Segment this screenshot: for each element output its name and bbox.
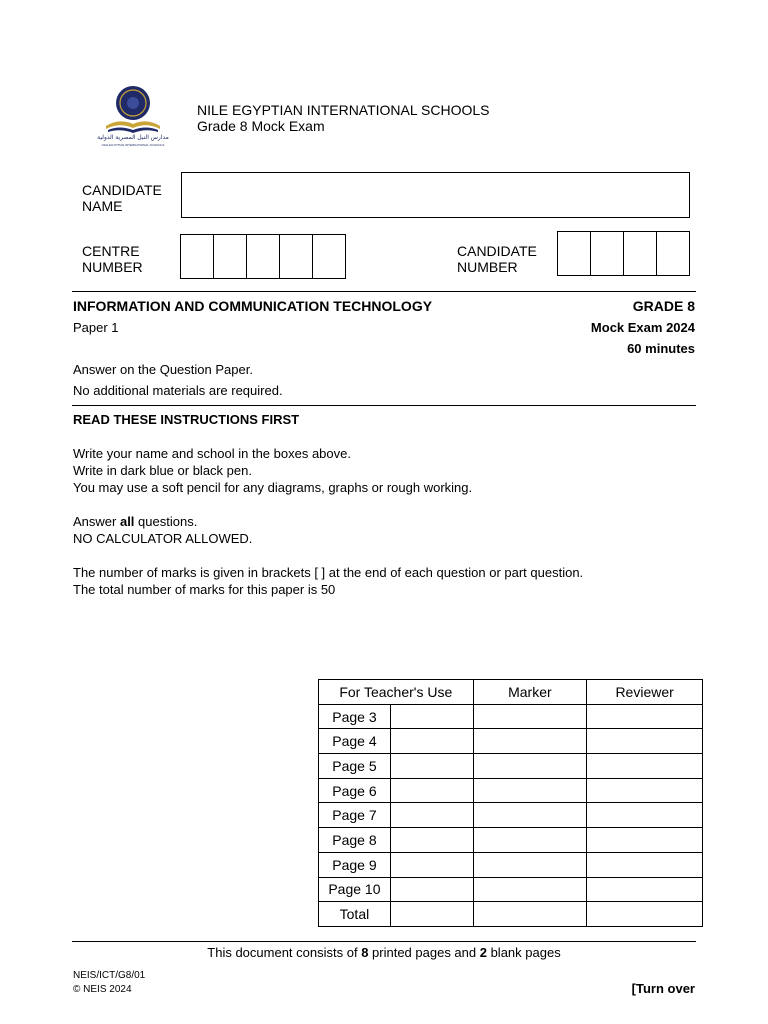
marker-cell[interactable] — [473, 902, 587, 927]
reviewer-cell[interactable] — [587, 704, 703, 729]
marker-cell[interactable] — [473, 803, 587, 828]
answer-all-block — [73, 513, 252, 547]
materials-text: No additional materials are required. — [73, 383, 283, 398]
candidate-name-label: CANDIDATE NAME — [82, 182, 162, 214]
reviewer-cell[interactable] — [587, 754, 703, 779]
candidate-number-digit[interactable] — [590, 232, 623, 275]
session-label: Mock Exam 2024 — [590, 320, 695, 335]
header-marker: Marker — [473, 680, 587, 705]
marker-cell[interactable] — [473, 729, 587, 754]
marks-info-line: The total number of marks for this paper is 50 — [73, 582, 336, 597]
calculator-line: NO CALCULATOR ALLOWED. — [73, 531, 253, 546]
page-count-text: This document consists of 8 printed pages and 2 blank pages — [207, 945, 561, 960]
mark-cell[interactable] — [390, 778, 473, 803]
instruction-line: You may use a soft pencil for any diagrams, graphs or rough working. — [73, 480, 473, 495]
paper-label: Paper 1 — [73, 320, 119, 335]
candidate-number-field[interactable] — [557, 231, 690, 276]
mark-cell[interactable] — [390, 803, 473, 828]
centre-number-digit[interactable] — [279, 235, 312, 278]
instruction-line: Write in dark blue or black pen. — [73, 463, 252, 478]
mark-cell[interactable] — [390, 877, 473, 902]
subject-title: INFORMATION AND COMMUNICATION TECHNOLOGY — [73, 298, 433, 314]
school-logo — [92, 84, 174, 152]
mark-cell[interactable] — [390, 754, 473, 779]
candidate-number-label: CANDIDATE NUMBER — [457, 243, 537, 275]
table-row: Page 6 — [319, 778, 703, 803]
logo-english-text: NILE EGYPTIAN INTERNATIONAL SCHOOLS — [101, 143, 165, 147]
centre-number-digit[interactable] — [312, 235, 345, 278]
table-row: Page 4 — [319, 729, 703, 754]
header-reviewer: Reviewer — [587, 680, 703, 705]
school-name: NILE EGYPTIAN INTERNATIONAL SCHOOLS — [197, 102, 490, 118]
grade-label: GRADE 8 — [632, 298, 695, 314]
marker-cell[interactable] — [473, 877, 587, 902]
table-row: Page 9 — [319, 852, 703, 877]
table-row: Page 3 — [319, 704, 703, 729]
marks-info-line: The number of marks is given in brackets [ ] at the end of each question or part question. — [73, 565, 584, 580]
turn-over-text: [Turn over — [631, 981, 695, 996]
reviewer-cell[interactable] — [587, 803, 703, 828]
table-row: Total — [319, 902, 703, 927]
reviewer-cell[interactable] — [587, 902, 703, 927]
centre-number-field[interactable] — [180, 234, 346, 279]
marker-cell[interactable] — [473, 828, 587, 853]
candidate-number-digit[interactable] — [656, 232, 689, 275]
candidate-number-digit[interactable] — [623, 232, 656, 275]
marker-cell[interactable] — [473, 852, 587, 877]
table-row: Page 7 — [319, 803, 703, 828]
centre-number-digit[interactable] — [213, 235, 246, 278]
mark-cell[interactable] — [390, 852, 473, 877]
school-heading — [197, 102, 490, 134]
copyright-text: © NEIS 2024 — [73, 984, 132, 995]
candidate-number-digit[interactable] — [558, 232, 590, 275]
logo-arabic-text: مدارس النيل المصرية الدولية — [97, 135, 169, 141]
divider — [72, 291, 696, 292]
footer-divider — [72, 941, 696, 942]
table-row: Page 10 — [319, 877, 703, 902]
reviewer-cell[interactable] — [587, 877, 703, 902]
reviewer-cell[interactable] — [587, 828, 703, 853]
reviewer-cell[interactable] — [587, 778, 703, 803]
exam-name: Grade 8 Mock Exam — [197, 118, 325, 134]
marker-cell[interactable] — [473, 778, 587, 803]
centre-number-digit[interactable] — [181, 235, 213, 278]
answer-on-text: Answer on the Question Paper. — [73, 362, 253, 377]
footer-meta — [73, 969, 145, 997]
document-code: NEIS/ICT/G8/01 — [73, 970, 146, 981]
instruction-line: Write your name and school in the boxes above. — [73, 446, 351, 461]
header-teacher-use: For Teacher's Use — [319, 680, 474, 705]
candidate-name-field[interactable] — [181, 172, 690, 218]
reviewer-cell[interactable] — [587, 852, 703, 877]
divider — [72, 405, 696, 406]
table-row: Page 8 — [319, 828, 703, 853]
table-row: Page 5 — [319, 754, 703, 779]
marker-cell[interactable] — [473, 754, 587, 779]
answer-all-line: Answer all questions. — [73, 514, 198, 529]
teacher-marks-table — [318, 679, 703, 927]
duration-label: 60 minutes — [627, 341, 695, 356]
instructions-heading: READ THESE INSTRUCTIONS FIRST — [73, 412, 300, 427]
marks-info-block — [73, 564, 583, 598]
mark-cell[interactable] — [390, 704, 473, 729]
marker-cell[interactable] — [473, 704, 587, 729]
centre-number-label: CENTRE NUMBER — [82, 243, 143, 275]
instructions-block — [73, 445, 472, 496]
centre-number-digit[interactable] — [246, 235, 279, 278]
mark-cell[interactable] — [390, 828, 473, 853]
mark-cell[interactable] — [390, 729, 473, 754]
table-header-row — [319, 680, 703, 705]
reviewer-cell[interactable] — [587, 729, 703, 754]
mark-cell[interactable] — [390, 902, 473, 927]
